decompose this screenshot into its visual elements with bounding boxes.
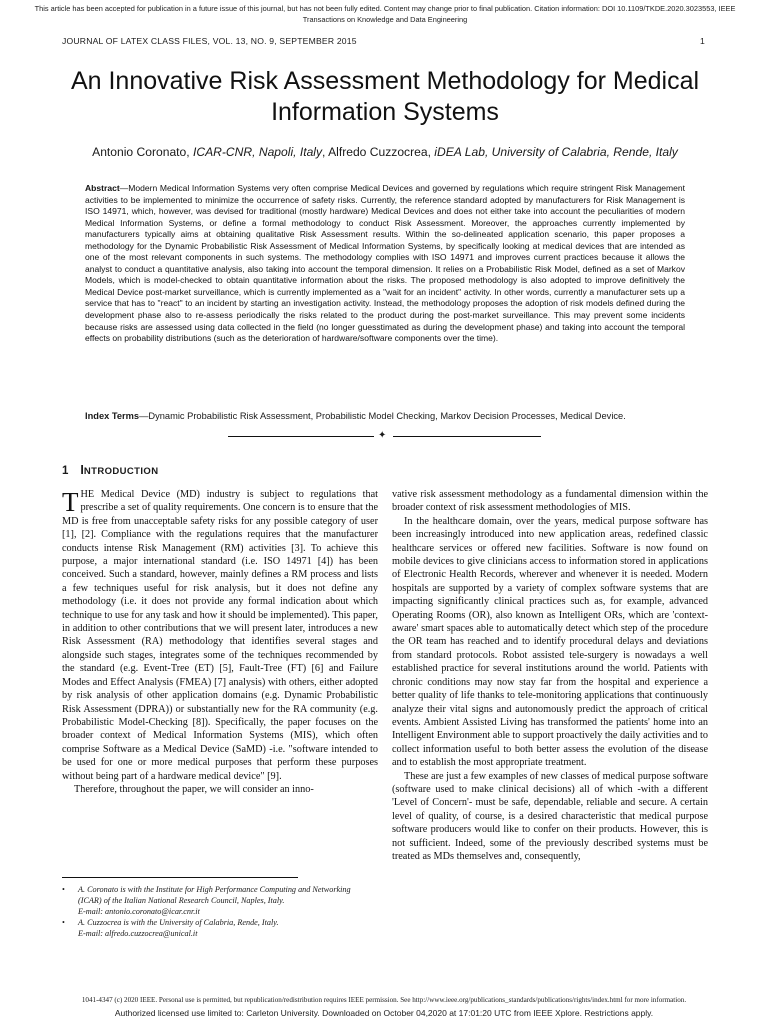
intro-paragraph-4: In the healthcare domain, over the years, medical purpose software has been increasingly introduced into new application areas, redefined classic healthcare services or offered new facilities. Software is now found on mobile devices to give clinicians access to information stored in applications of Electronic Health Records, wherever and whenever it is needed. Modern hospitals are supported by a variety of complex software systems that are impacting significantly clinical practices such as, for example, advanced Operating Rooms (OR), also known as Intelligent ORs, which are 'context-aware' smart spaces able to automatically detect which step of the procedure the OR team has reached and to identify procedural delays and deviations from standard protocols. Robot assisted tele-surgery is nowadays a well established practice for several institutions around the world. Patients with chronic conditions may now stay far from the hospital and experience a better quality of life thanks to tele-monitoring applications that continuously analyze their vital signs and autonomously predict the approach of critical events. Ambient Assisted Living has transformed the patients' home into an Intelligent Environment able to support proactively the daily activities and to collect information useful to both better assess the evolution of the disease and to establish the most appropriate treatment. bbox=[392, 515, 708, 769]
intro-paragraph-1-text: HE Medical Device (MD) industry is subject to regulations that prescribe a set of quality requirements. One concern is to ensure that the MD is free from unacceptable safety risks for any possible category of user [1], [2]. Compliance with the regulations requires that the manufacturer conducts intense Risk Management (RM) activities [3]. To achieve this purpose, a major international standard (i.e. ISO 14971 [4]) has been conceived. Such a standard, however, mainly defines a RM process and lists a few techniques useful for risk analysis, but it does not define any methodology (i.e. it does not provide any formal indication about which technique to use for any task and how it should be implemented). This paper, in addition to other contributions that we will present later, introduces a new Risk Assessment (RA) methodology that identifies several stages and alongside such stages, integrates some of the techniques recommended by the standard (e.g. Event-Tree (ET) [5], Fault-Tree (FT) [6] and Failure Modes and Effect Analysis (FMEA) [7] analysis) with others, either adopted by risk analysis of other application domains (e.g. Dynamic Probabilistic Risk Assessment (DPRA)) or substantially new for the RA community (e.g. Probabilistic Model-Checking [8]). Specifically, the paper focuses on the broader context of Medical Information Systems (MIS), which often comprise Software as a Medical Device (SaMD) -i.e. "software intended to be used for one or more medical purposes that perform these purposes without being part of a hardware medical device" [9]. bbox=[62, 489, 378, 782]
footnote-email: E-mail: alfredo.cuzzocrea@unical.it bbox=[78, 928, 198, 938]
section-title-initial: I bbox=[80, 463, 84, 477]
author-1-name: Antonio Coronato, bbox=[92, 145, 193, 159]
page-number: 1 bbox=[700, 36, 705, 46]
footnote-item bbox=[62, 918, 372, 929]
author-line bbox=[40, 145, 730, 159]
section-heading bbox=[62, 463, 158, 477]
section-number: 1 bbox=[62, 465, 69, 477]
divider-line-left bbox=[228, 436, 374, 437]
left-column bbox=[62, 488, 378, 796]
copyright-notice: 1041-4347 (c) 2020 IEEE. Personal use is permitted, but republication/redistribution requires IEEE permission. See http://www.ieee.org/publications_standards/publications/rights/index.html for more information. bbox=[81, 996, 687, 1004]
footnote-rule bbox=[62, 877, 298, 878]
abstract-label: Abstract bbox=[85, 183, 120, 193]
running-head: JOURNAL OF LATEX CLASS FILES, VOL. 13, NO. 9, SEPTEMBER 2015 bbox=[62, 36, 357, 46]
author-separator: , Alfredo Cuzzocrea, bbox=[322, 145, 435, 159]
footnote-item bbox=[62, 885, 372, 907]
divider-line-right bbox=[393, 436, 541, 437]
author-1-affiliation: ICAR-CNR, Napoli, Italy bbox=[193, 145, 323, 159]
paper-title: An Innovative Risk Assessment Methodology for Medical Information Systems bbox=[70, 67, 700, 126]
index-terms bbox=[85, 410, 685, 422]
footnote-email: E-mail: antonio.coronato@icar.cnr.it bbox=[78, 906, 200, 916]
section-title-rest: NTRODUCTION bbox=[83, 466, 159, 477]
divider-diamond-icon: ✦ bbox=[378, 430, 387, 441]
footnote-bullet: • bbox=[62, 885, 65, 894]
index-terms-text: —Dynamic Probabilistic Risk Assessment, Probabilistic Model Checking, Markov Decision Processes, Medical Device. bbox=[139, 411, 626, 421]
affiliation-footnotes bbox=[62, 885, 372, 940]
abstract bbox=[85, 183, 685, 345]
footnote-text: A. Coronato is with the Institute for High Performance Computing and Networking (ICAR) of the Italian National Research Council, Naples, Italy. bbox=[78, 885, 351, 905]
drop-cap: T bbox=[62, 487, 79, 517]
footnote-text: A. Cuzzocrea is with the University of Calabria, Rende, Italy. bbox=[78, 917, 279, 927]
footnote-bullet: • bbox=[62, 917, 65, 927]
index-terms-label: Index Terms bbox=[85, 411, 140, 421]
intro-paragraph-5: These are just a few examples of new classes of medical purpose software (software used to make clinical decisions) all of which -with a different 'Level of Concern'- must be safe, dependable, reliable and secure. A certain level of quality, of course, is a desired characteristic that medical purpose software producers would like to confer on their products. However, this is not sufficient. Indeed, some of the previously described systems must be treated as MDs themselves and, consequently, bbox=[392, 770, 708, 862]
publication-notice: This article has been accepted for publication in a future issue of this journal, but has not been fully edited. Content may change prior to final publication. Citation information: DOI 10.1109/TKDE.2020.3023553, IEEE Transactions on Knowledge and Data Engineering bbox=[34, 4, 736, 24]
intro-paragraph-3: vative risk assessment methodology as a fundamental dimension within the broader context of risk assessment methodologies of MIS. bbox=[392, 489, 708, 514]
abstract-text: —Modern Medical Information Systems very often comprise Medical Devices and governed by regulations which require stringent Risk Management activities to be implemented to minimize the occurrence of safety risks. Currently, the reference standard adopted by manufacturers for Risk Management is ISO 14971, which, however, was devised for traditional (mostly hardware) Medical Devices and does not either take into account the peculiarities of modern Medical Information Systems, or define a formal methodology to conduct Risk Assessment. Moreover, the approaches currently implemented by manufacturers typically aims at obtaining qualitative Risk Assessment results. Within the so-delineated application scenario, this paper proposes a methodology for the Dynamic Probabilistic Risk Assessment of Medical Information Systems, by specifically looking at medical devices that are intended as one of the most relevant components in such systems. The methodology complies with ISO 14971 and improves current practices because it allows the analyst to conduct a quantitative analysis, also taking into account the temporal dimension. It relies on a Probabilistic Risk Model, defined as a set of Markov Models, which is model-checked to obtain quantitative information about the risks. The proposed methodology is also adopted to improve definitively the Medical Device post-market surveillance, which is currently implemented as a "wait for an incident" activity. In other words, currently a manufacturer sets up a service that has to "react" to an incident by starting an investigation activity. Instead, the methodology proposes the adoption of risk models defined during the development phase also to re-assess periodically the risks related to the product during the post-market surveillance. This may prevent some incidents because risks are assessed using data collected in the field (no longer guesstimated as during the development phase) and taking into account the temporal effects on probability distributions (such as the deterioration of hardware/software components over the time). bbox=[85, 183, 685, 344]
intro-paragraph-2: Therefore, throughout the paper, we will consider an inno- bbox=[74, 783, 314, 795]
license-notice: Authorized licensed use limited to: Carleton University. Downloaded on October 04,2020 at 17:01:20 UTC from IEEE Xplore. Restrictions apply. bbox=[114, 1008, 654, 1018]
author-2-affiliation: iDEA Lab, University of Calabria, Rende, Italy bbox=[434, 145, 678, 159]
intro-paragraph-1 bbox=[62, 488, 378, 783]
right-column bbox=[392, 488, 708, 863]
